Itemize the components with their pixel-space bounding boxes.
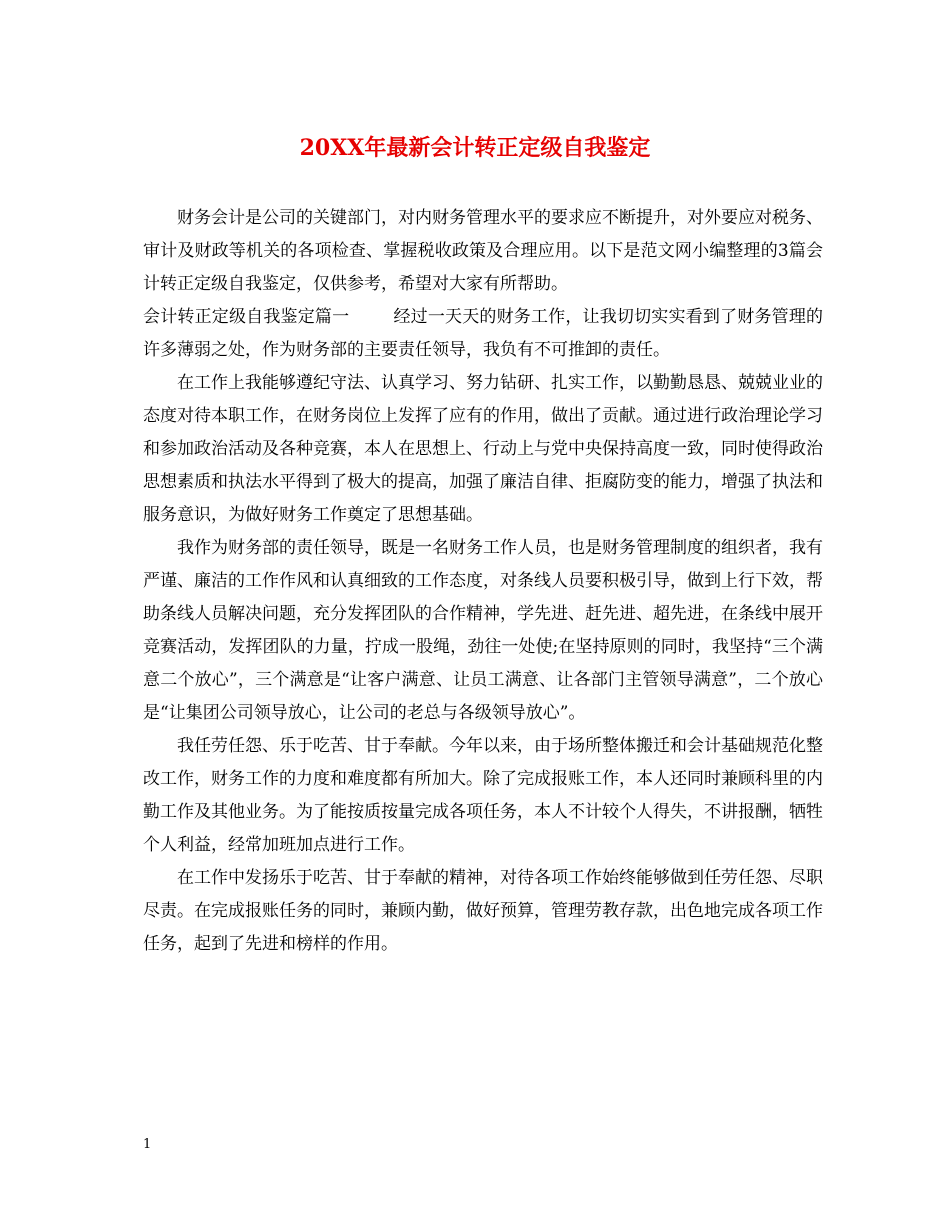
body-paragraph: 我作为财务部的责任领导，既是一名财务工作人员，也是财务管理制度的组织者，我有严谨、廉洁的工作作风和认真细致的工作态度，对条线人员要积极引导，做到上行下效，帮助条线人员解决问题，充分发挥团队的合作精神，学先进、赶先进、超先进，在条线中展开竞赛活动，发挥团队的力量，拧成一股绳，劲往一处使;在坚持原则的同时，我坚持“三个满意二个放心”，三个满意是“让客户满意、让员工满意、让各部门主管领导满意”，二个放心是“让集团公司领导放心，让公司的老总与各级领导放心”。 <box>143 538 823 723</box>
document-body <box>143 202 823 961</box>
body-paragraph: 在工作中发扬乐于吃苦、甘于奉献的精神，对待各项工作始终能够做到任劳任怨、尽职尽责。在完成报账任务的同时，兼顾内勤，做好预算，管理劳教存款，出色地完成各项工作任务，起到了先进和榜样的作用。 <box>143 868 823 954</box>
page-number: 1 <box>143 1137 152 1152</box>
body-paragraph: 我任劳任怨、乐于吃苦、甘于奉献。今年以来，由于场所整体搬迁和会计基础规范化整改工作，财务工作的力度和难度都有所加大。除了完成报账工作，本人还同时兼顾科里的内勤工作及其他业务。为了能按质按量完成各项任务，本人不计较个人得失，不讲报酬，牺牲个人利益，经常加班加点进行工作。 <box>143 736 823 855</box>
section-one-paragraph <box>143 301 823 367</box>
section-heading: 会计转正定级自我鉴定篇一 <box>143 307 350 327</box>
body-paragraph: 在工作上我能够遵纪守法、认真学习、努力钻研、扎实工作，以勤勤恳恳、兢兢业业的态度对待本职工作，在财务岗位上发挥了应有的作用，做出了贡献。通过进行政治理论学习和参加政治活动及各种竞赛，本人在思想上、行动上与党中央保持高度一致，同时使得政治思想素质和执法水平得到了极大的提高，加强了廉洁自律、拒腐防变的能力，增强了执法和服务意识，为做好财务工作奠定了思想基础。 <box>143 373 823 525</box>
document-title: 20XX年最新会计转正定级自我鉴定 <box>299 135 651 161</box>
intro-paragraph: 财务会计是公司的关键部门，对内财务管理水平的要求应不断提升，对外要应对税务、审计及财政等机关的各项检查、掌握税收政策及合理应用。以下是范文网小编整理的3篇会计转正定级自我鉴定，仅供参考，希望对大家有所帮助。 <box>143 208 823 294</box>
section-opening-text: 经过一天天的财务工作，让我切切实实看到了财务管理的许多薄弱之处，作为财务部的主要责任领导，我负有不可推卸的责任。 <box>143 307 824 360</box>
